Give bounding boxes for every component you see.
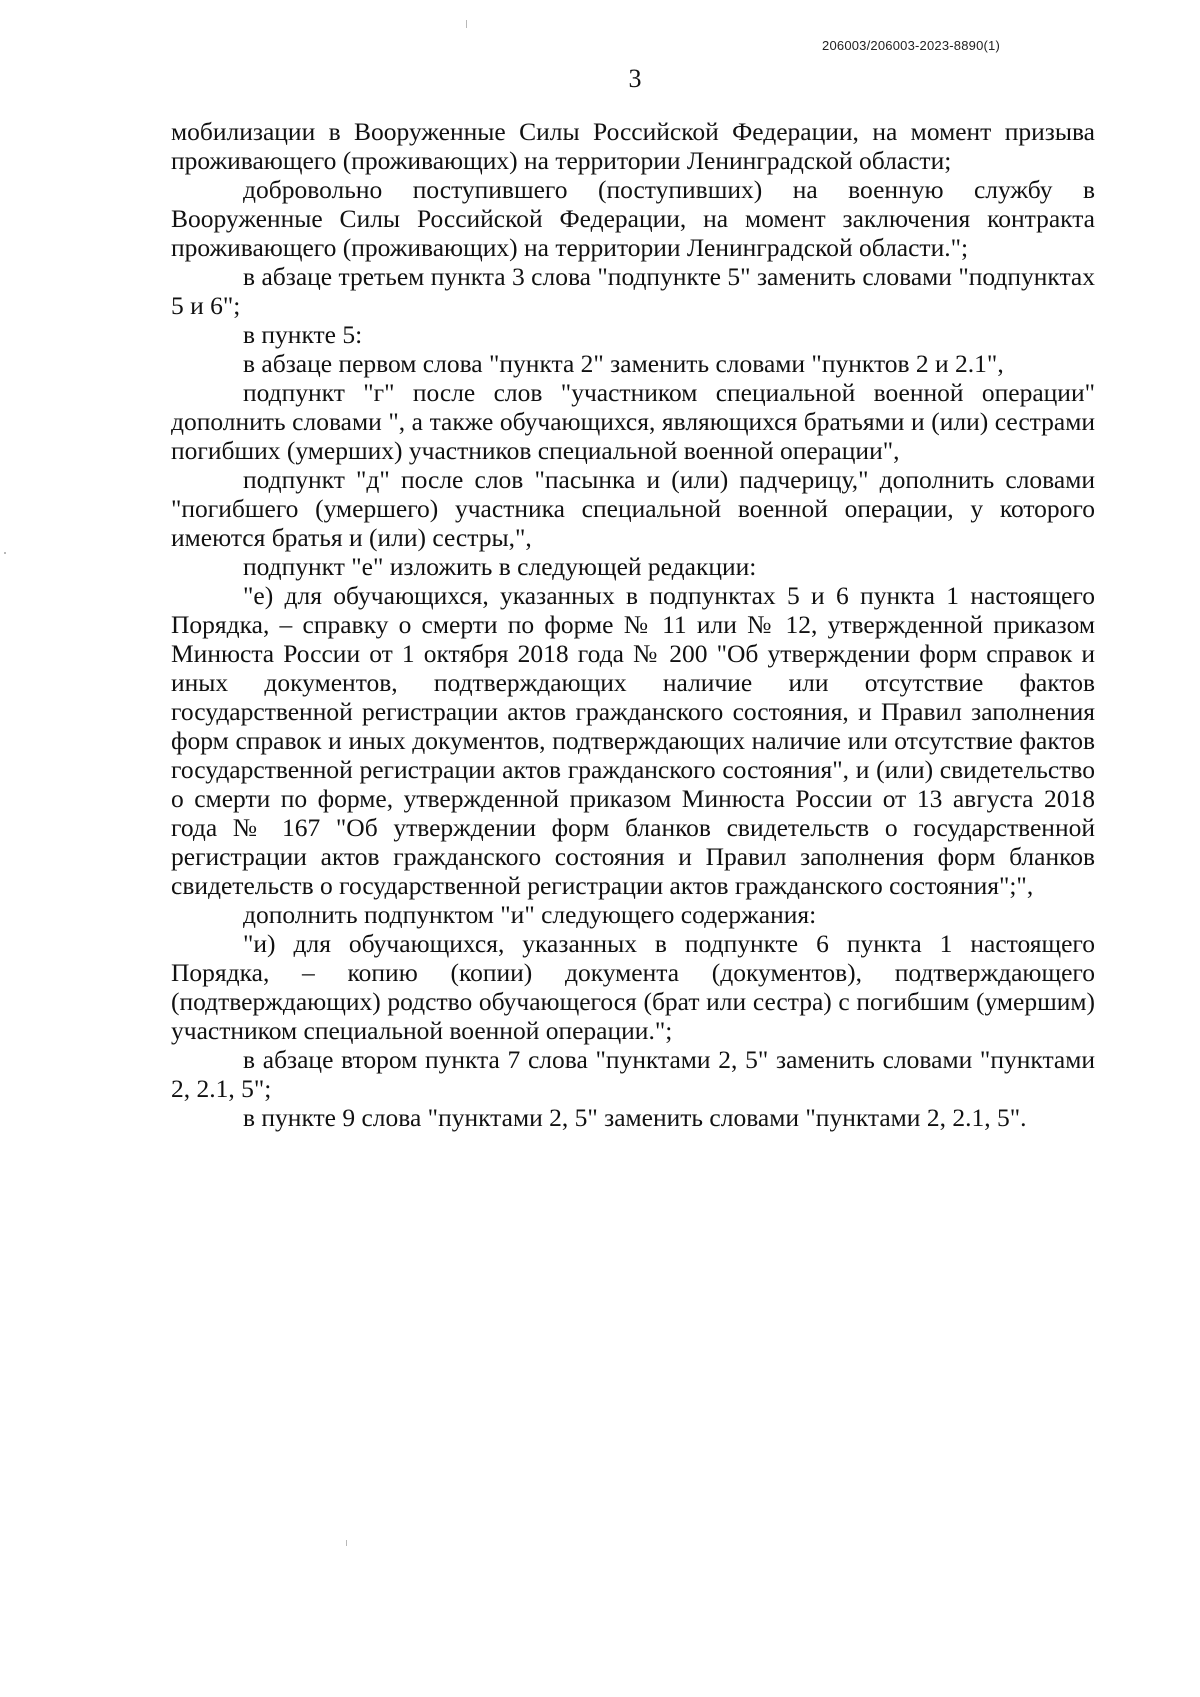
document-id: 206003/206003-2023-8890(1) [822, 38, 1000, 53]
paragraph: "е) для обучающихся, указанных в подпунктах 5 и 6 пункта 1 настоящего Порядка, – справку о смерти по форме № 11 или № 12, утвержденной приказом Минюста России от 1 октября 2018 года № 200 "Об утверждении форм справок и иных документов, подтверждающих наличие или отсутствие фактов государственной регистрации актов гражданского состояния, и Правил заполнения форм справок и иных документов, подтверждающих наличие или отсутствие фактов государственной регистрации актов гражданского состояния", и (или) свидетельство о смерти по форме, утвержденной приказом Минюста России от 13 августа 2018 года № 167 "Об утверждении форм бланков свидетельств о государственной регистрации актов гражданского состояния и Правил заполнения форм бланков свидетельств о государственной регистрации актов гражданского состояния";", [171, 581, 1095, 900]
paragraph: подпункт "д" после слов "пасынка и (или) падчерицу," дополнить словами "погибшего (умершего) участника специальной военной операции, у которого имеются братья и (или) сестры,", [171, 465, 1095, 552]
paragraph: подпункт "е" изложить в следующей редакции: [243, 552, 757, 581]
paragraph: дополнить подпунктом "и" следующего содержания: [243, 900, 817, 929]
page-number: 3 [628, 64, 642, 93]
paragraph: в пункте 5: [243, 320, 363, 349]
paragraph: мобилизации в Вооруженные Силы Российской Федерации, на момент призыва проживающего (проживающих) на территории Ленинградской области; [171, 117, 1095, 175]
paragraph: в абзаце третьем пункта 3 слова "подпункте 5" заменить словами "подпунктах 5 и 6"; [171, 262, 1095, 320]
paragraph: добровольно поступившего (поступивших) на военную службу в Вооруженные Силы Российской Федерации, на момент заключения контракта проживающего (проживающих) на территории Ленинградской области."; [171, 175, 1095, 262]
scan-speck [4, 552, 6, 554]
paragraph: в абзаце втором пункта 7 слова "пунктами 2, 5" заменить словами "пунктами 2, 2.1, 5"; [171, 1045, 1095, 1103]
paragraph: в абзаце первом слова "пункта 2" заменить словами "пунктов 2 и 2.1", [243, 349, 1004, 378]
paragraph: в пункте 9 слова "пунктами 2, 5" заменить словами "пунктами 2, 2.1, 5". [243, 1103, 1027, 1132]
document-body [171, 117, 1095, 1132]
scan-speck [346, 1540, 347, 1546]
paragraph: подпункт "г" после слов "участником специальной военной операции" дополнить словами ", а также обучающихся, являющихся братьями и (или) сестрами погибших (умерших) участников специальной военной операции", [171, 378, 1095, 465]
paragraph: "и) для обучающихся, указанных в подпункте 6 пункта 1 настоящего Порядка, – копию (копии) документа (документов), подтверждающего (подтверждающих) родство обучающегося (брат или сестра) с погибшим (умершим) участником специальной военной операции."; [171, 929, 1095, 1045]
scan-speck [466, 20, 467, 28]
